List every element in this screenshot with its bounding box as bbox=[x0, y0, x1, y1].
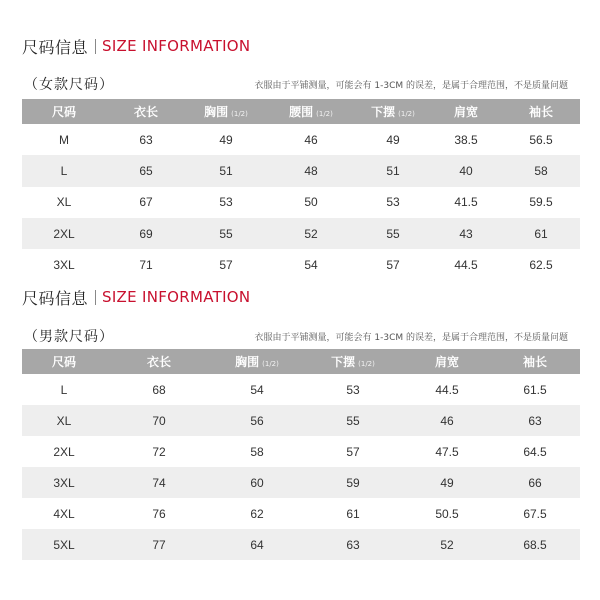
measure-cell: 38.5 bbox=[454, 132, 478, 147]
men-table-body bbox=[22, 374, 580, 560]
header-label: 胸围 bbox=[235, 355, 260, 369]
header-label: 袖长 bbox=[522, 355, 547, 369]
measure-cell: 64 bbox=[250, 537, 264, 552]
men-header-cell bbox=[302, 349, 404, 374]
measure-cell: 74 bbox=[152, 475, 166, 490]
header-label: 腰围 bbox=[289, 105, 314, 119]
header-label: 肩宽 bbox=[453, 105, 478, 119]
measure-cell: 53 bbox=[346, 382, 360, 397]
men-header-cell bbox=[212, 349, 302, 374]
measure-cell: 62.5 bbox=[529, 257, 553, 272]
measure-cell: 44.5 bbox=[454, 257, 478, 272]
measure-cell: 47.5 bbox=[435, 444, 459, 459]
men-header-cell bbox=[490, 349, 580, 374]
women-header-cell bbox=[502, 99, 580, 124]
table-row bbox=[22, 124, 580, 155]
size-cell: XL bbox=[56, 195, 72, 210]
measure-cell: 55 bbox=[346, 413, 360, 428]
measure-cell: 71 bbox=[139, 257, 153, 272]
measure-cell: 68.5 bbox=[523, 537, 547, 552]
measure-cell: 49 bbox=[219, 132, 233, 147]
measure-cell: 69 bbox=[139, 226, 153, 241]
measure-cell: 57 bbox=[219, 257, 233, 272]
measure-cell: 41.5 bbox=[454, 195, 478, 210]
table-row bbox=[22, 467, 580, 498]
size-cell: 4XL bbox=[53, 506, 75, 521]
measure-cell: 48 bbox=[304, 163, 318, 178]
men-header-cell bbox=[22, 349, 106, 374]
measure-cell: 40 bbox=[459, 163, 473, 178]
women-table-header bbox=[22, 99, 580, 124]
measure-cell: 65 bbox=[139, 163, 153, 178]
women-title-en: SIZE INFORMATION bbox=[102, 37, 251, 55]
table-row bbox=[22, 374, 580, 405]
measure-cell: 61 bbox=[534, 226, 548, 241]
women-header-cell bbox=[22, 99, 106, 124]
men-subtitle: （男款尺码） bbox=[24, 329, 114, 345]
measure-cell: 46 bbox=[304, 132, 318, 147]
header-half-note: (1/2) bbox=[398, 110, 415, 118]
measure-cell: 58 bbox=[250, 444, 264, 459]
measure-cell: 52 bbox=[440, 537, 454, 552]
measure-cell: 63 bbox=[139, 132, 153, 147]
men-table-header bbox=[22, 349, 580, 374]
size-cell: XL bbox=[56, 413, 72, 428]
size-cell: 3XL bbox=[53, 475, 75, 490]
men-title-en: SIZE INFORMATION bbox=[102, 288, 251, 306]
measure-cell: 54 bbox=[304, 257, 318, 272]
women-header-cell bbox=[186, 99, 266, 124]
measure-cell: 49 bbox=[386, 132, 400, 147]
measure-cell: 61.5 bbox=[523, 382, 547, 397]
measure-cell: 67 bbox=[139, 195, 153, 210]
measure-cell: 63 bbox=[528, 413, 542, 428]
measure-cell: 52 bbox=[304, 226, 318, 241]
men-size-table bbox=[22, 349, 580, 560]
measure-cell: 56.5 bbox=[529, 132, 553, 147]
header-label: 肩宽 bbox=[434, 355, 459, 369]
measure-cell: 57 bbox=[386, 257, 400, 272]
size-cell: 2XL bbox=[53, 444, 75, 459]
measure-cell: 67.5 bbox=[523, 506, 547, 521]
women-subtitle-row bbox=[22, 74, 580, 94]
header-label: 尺码 bbox=[51, 355, 76, 369]
header-half-note: (1/2) bbox=[262, 360, 279, 368]
measure-cell: 63 bbox=[346, 537, 360, 552]
measure-cell: 72 bbox=[152, 444, 166, 459]
women-section-title bbox=[22, 36, 250, 56]
men-section-title bbox=[22, 287, 250, 307]
measure-cell: 46 bbox=[440, 413, 454, 428]
header-half-note: (1/2) bbox=[231, 110, 248, 118]
women-header-cell bbox=[430, 99, 502, 124]
header-label: 胸围 bbox=[204, 105, 229, 119]
table-row bbox=[22, 187, 580, 218]
measure-cell: 59 bbox=[346, 475, 360, 490]
measure-cell: 61 bbox=[346, 506, 360, 521]
size-cell: 2XL bbox=[53, 226, 75, 241]
size-cell: 5XL bbox=[53, 537, 75, 552]
title-divider bbox=[95, 39, 96, 54]
table-row bbox=[22, 405, 580, 436]
women-header-cell bbox=[106, 99, 186, 124]
table-row bbox=[22, 155, 580, 186]
women-title-zh: 尺码信息 bbox=[22, 37, 89, 57]
header-label: 尺码 bbox=[51, 105, 76, 119]
measure-cell: 62 bbox=[250, 506, 264, 521]
size-cell: 3XL bbox=[53, 257, 75, 272]
table-row bbox=[22, 436, 580, 467]
men-subtitle-row bbox=[22, 326, 580, 346]
table-row bbox=[22, 529, 580, 560]
header-half-note: (1/2) bbox=[358, 360, 375, 368]
women-measurement-note: 衣服由于平铺测量，可能会有 1-3CM 的误差，是属于合理范围，不是质量问题 bbox=[254, 81, 568, 91]
measure-cell: 53 bbox=[386, 195, 400, 210]
men-title-zh: 尺码信息 bbox=[22, 288, 89, 308]
size-cell: L bbox=[60, 163, 68, 178]
measure-cell: 43 bbox=[459, 226, 473, 241]
women-size-table bbox=[22, 99, 580, 280]
measure-cell: 68 bbox=[152, 382, 166, 397]
header-label: 衣长 bbox=[133, 105, 158, 119]
size-cell: M bbox=[59, 132, 69, 147]
women-table-body bbox=[22, 124, 580, 280]
header-label: 袖长 bbox=[528, 105, 553, 119]
men-header-cell bbox=[404, 349, 490, 374]
measure-cell: 77 bbox=[152, 537, 166, 552]
table-row bbox=[22, 498, 580, 529]
header-label: 衣长 bbox=[146, 355, 171, 369]
measure-cell: 51 bbox=[386, 163, 400, 178]
men-header-cell bbox=[106, 349, 212, 374]
size-cell: L bbox=[60, 382, 68, 397]
women-subtitle: （女款尺码） bbox=[24, 77, 114, 93]
measure-cell: 56 bbox=[250, 413, 264, 428]
measure-cell: 70 bbox=[152, 413, 166, 428]
men-measurement-note: 衣服由于平铺测量，可能会有 1-3CM 的误差，是属于合理范围，不是质量问题 bbox=[254, 333, 568, 343]
measure-cell: 57 bbox=[346, 444, 360, 459]
measure-cell: 50 bbox=[304, 195, 318, 210]
measure-cell: 44.5 bbox=[435, 382, 459, 397]
measure-cell: 58 bbox=[534, 163, 548, 178]
measure-cell: 49 bbox=[440, 475, 454, 490]
measure-cell: 55 bbox=[219, 226, 233, 241]
measure-cell: 54 bbox=[250, 382, 264, 397]
measure-cell: 60 bbox=[250, 475, 264, 490]
measure-cell: 64.5 bbox=[523, 444, 547, 459]
women-header-cell bbox=[356, 99, 430, 124]
header-half-note: (1/2) bbox=[316, 110, 333, 118]
measure-cell: 59.5 bbox=[529, 195, 553, 210]
measure-cell: 66 bbox=[528, 475, 542, 490]
table-row bbox=[22, 218, 580, 249]
measure-cell: 53 bbox=[219, 195, 233, 210]
measure-cell: 76 bbox=[152, 506, 166, 521]
header-label: 下摆 bbox=[331, 355, 356, 369]
title-divider bbox=[95, 290, 96, 305]
header-label: 下摆 bbox=[371, 105, 396, 119]
measure-cell: 51 bbox=[219, 163, 233, 178]
measure-cell: 50.5 bbox=[435, 506, 459, 521]
table-row bbox=[22, 249, 580, 280]
women-header-cell bbox=[266, 99, 356, 124]
measure-cell: 55 bbox=[386, 226, 400, 241]
